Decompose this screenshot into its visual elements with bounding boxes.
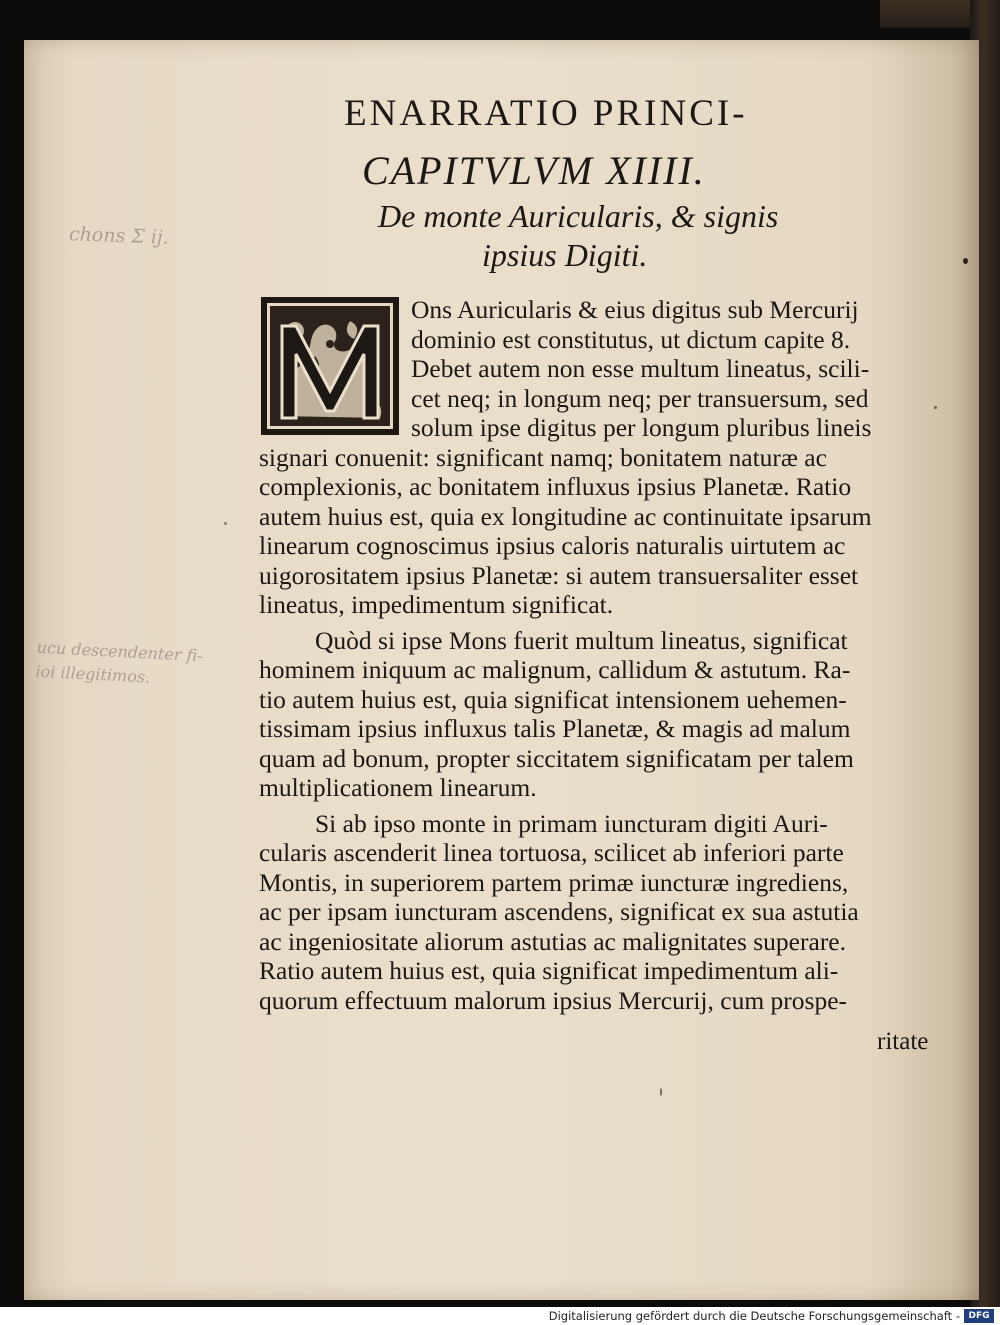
text-line: hominem iniquum ac malignum, callidum & astutum. Ra- [259,655,851,684]
text-line: solum ipse digitus per longum pluribus lineis [411,413,872,442]
paper-speck [963,258,968,264]
text-line: Montis, in superiorem partem primæ iuncturæ ingrediens, [259,867,849,897]
text-line: signari conuenit: significant namq; bonitatem naturæ ac [259,442,827,472]
footer-bar [0,1307,1000,1325]
text-line: linearum cognoscimus ipsius caloris naturalis uirtutem ac [259,531,846,560]
marginal-note-1: chons Σ ij. [68,223,170,249]
chapter-title: CAPITVLVM XIIII. [362,148,706,193]
text-line: lineatus, impedimentum significat. [259,590,614,619]
paper-speck [934,406,937,409]
text-line: Si ab ipso monte in primam iuncturam digiti Auri- [315,808,828,838]
text-line: uigorositatem ipsius Planetæ: si autem transuersaliter esset [259,560,859,590]
book-page [24,40,979,1300]
paragraph-3 [259,809,924,1016]
text-line: ac per ipsam iuncturam ascendens, significat ex sua astutia [259,897,859,926]
text-line: complexionis, ac bonitatem influxus ipsius Planetæ. Ratio [259,472,852,501]
text-line: Quòd si ipse Mons fuerit multum lineatus, significat [315,625,848,655]
marginal-note-2 [35,636,203,693]
paragraph-2 [259,626,924,803]
chapter-subtitle-line-2: ipsius Digiti. [482,237,648,273]
text-line: Ons Auricularis & eius digitus sub Mercurij [411,295,859,324]
paper-speck [660,1088,662,1096]
text-line: ac ingeniositate aliorum astutias ac malignitates superare. [259,926,846,956]
text-line: quorum effectuum malorum ipsius Mercurij, cum prospe- [259,985,848,1015]
dfg-logo: DFG [964,1309,994,1323]
marginal-note-2-line-2: ioi illegitimos. [35,661,151,687]
text-line: Debet autem non esse multum lineatus, scili- [411,354,870,383]
funding-credit: Digitalisierung gefördert durch die Deutsche Forschungsgemeinschaft - [548,1309,960,1323]
text-line: Ratio autem huius est, quia significat impedimentum ali- [259,956,839,985]
chapter-subtitle-line-1: De monte Auricularis, & signis [378,198,779,234]
text-line: cet neq; in longum neq; per transuersum, sed [411,383,869,413]
text-line: multiplicationem linearum. [259,773,537,802]
running-head: ENARRATIO PRINCI- [344,93,748,134]
paragraph-1 [259,295,924,620]
catchword: ritate [877,1028,929,1055]
text-line: quam ad bonum, propter siccitatem significatam per talem [259,743,854,773]
text-line: autem huius est, quia ex longitudine ac continuitate ipsarum [259,501,872,531]
text-line: tio autem huius est, quia significat intensionem uehemen- [259,684,847,714]
paper-speck [224,522,227,525]
marginal-note-2-line-1: ucu descendenter fi- [36,637,204,666]
text-line: cularis ascenderit linea tortuosa, scilicet ab inferiori parte [259,838,844,867]
text-line: dominio est constitutus, ut dictum capite 8. [411,324,851,354]
body-text [259,295,924,1015]
text-line: tissimam ipsius influxus talis Planetæ, & magis ad malum [259,714,851,743]
